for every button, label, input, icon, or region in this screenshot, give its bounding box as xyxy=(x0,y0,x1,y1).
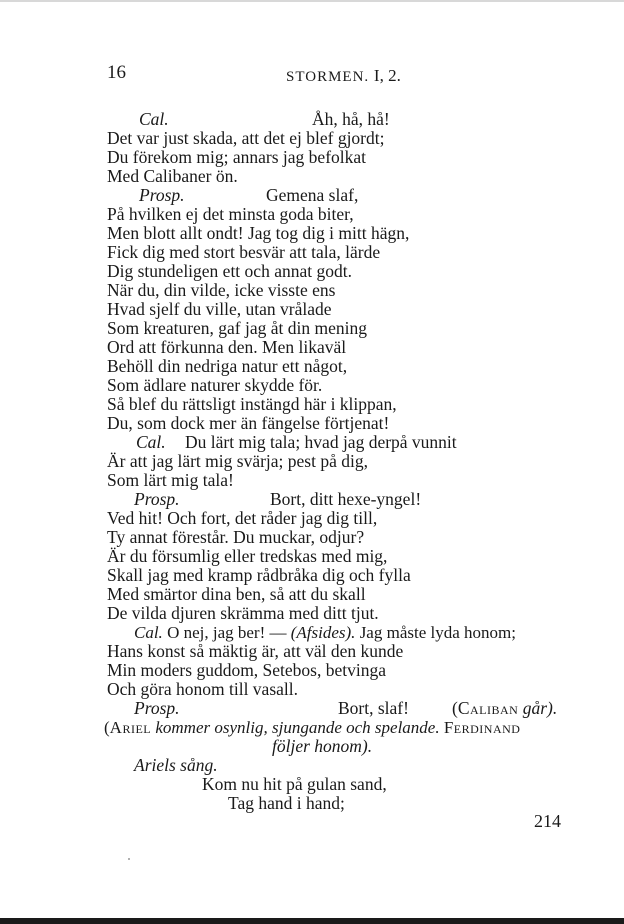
verse-line-cal-aside xyxy=(134,623,516,642)
verse-line: Gemena slaf, xyxy=(266,185,359,205)
stage-direction: (Afsides). xyxy=(290,623,356,642)
song-title: Ariels sång. xyxy=(134,755,218,775)
speaker-cal: Cal. xyxy=(134,623,163,642)
song-line: Tag hand i hand; xyxy=(228,793,345,813)
verse-line: Åh, hå, hå! xyxy=(312,109,390,129)
verse-line: Som ädlare naturer skydde för. xyxy=(107,375,323,395)
verse-line: Ord att förkunna den. Men likaväl xyxy=(107,337,347,357)
stage-direction xyxy=(452,699,557,718)
verse-line: Min moders guddom, Setebos, betvinga xyxy=(107,660,387,680)
stage-direction xyxy=(104,718,520,737)
verse-line: På hvilken ej det minsta goda biter, xyxy=(107,204,354,224)
verse-line: Som lärt mig tala! xyxy=(107,470,234,490)
print-speck xyxy=(128,858,130,860)
speaker-cal: Cal. xyxy=(136,432,166,452)
verse-fragment: Jag måste lyda honom; xyxy=(359,623,516,642)
verse-line: Du lärt mig tala; hvad jag derpå vunnit xyxy=(185,432,457,452)
running-title xyxy=(286,66,401,86)
verse-line: Bort, slaf! xyxy=(338,698,409,718)
top-edge-shadow xyxy=(0,0,624,2)
verse-line: Är att jag lärt mig svärja; pest på dig, xyxy=(107,451,368,471)
bottom-edge-shadow xyxy=(0,918,624,924)
speaker-cal: Cal. xyxy=(139,109,169,129)
verse-line: Skall jag med kramp rådbråka dig och fylla xyxy=(107,565,411,585)
stage-direction-cont: följer honom). xyxy=(272,736,373,756)
page-number: 16 xyxy=(107,62,126,83)
verse-line: Ty annat förestår. Du muckar, odjur? xyxy=(107,527,365,547)
verse-line: Med Calibaner ön. xyxy=(107,166,238,186)
verse-line: Hans konst så mäktig är, att väl den kunde xyxy=(107,641,404,661)
paren: ( xyxy=(452,698,458,718)
verse-line: Och göra honom till vasall. xyxy=(107,679,299,699)
verse-line: De vilda djuren skrämma med ditt tjut. xyxy=(107,603,379,623)
verse-line: Behöll din nedriga natur ett något, xyxy=(107,356,348,376)
speaker-prosp: Prosp. xyxy=(134,698,180,718)
speaker-prosp: Prosp. xyxy=(139,185,185,205)
song-line: Kom nu hit på gulan sand, xyxy=(202,774,387,794)
signature-number: 214 xyxy=(534,811,561,831)
verse-line: Bort, ditt hexe-yngel! xyxy=(270,489,422,509)
direction-text: kommer osynlig, sjungande och spelande. xyxy=(155,718,440,737)
speaker-prosp: Prosp. xyxy=(134,489,180,509)
verse-line: Så blef du rättsligt instängd här i klippan, xyxy=(107,394,397,414)
direction-text: går). xyxy=(522,698,558,718)
verse-line: Du förekom mig; annars jag befolkat xyxy=(107,147,367,167)
verse-line: Du, som dock mer än fängelse förtjenat! xyxy=(107,413,390,433)
verse-line: Men blott allt ondt! Jag tog dig i mitt hägn, xyxy=(107,223,410,243)
verse-line: Det var just skada, att det ej blef gjordt; xyxy=(107,128,385,148)
verse-line: Dig stundeligen ett och annat godt. xyxy=(107,261,352,281)
character-name: Caliban xyxy=(457,698,519,718)
verse-line: Är du försumlig eller tredskas med mig, xyxy=(107,546,388,566)
verse-line: Fick dig med stort besvär att tala, lärde xyxy=(107,242,381,262)
paren: ( xyxy=(104,718,110,737)
verse-line: Som kreaturen, gaf jag åt din mening xyxy=(107,318,367,338)
act-scene: I, 2. xyxy=(373,66,401,85)
verse-fragment: O nej, jag ber! — xyxy=(167,623,287,642)
verse-line: Ved hit! Och fort, det råder jag dig till, xyxy=(107,508,378,528)
verse-line: Med smärtor dina ben, så att du skall xyxy=(107,584,366,604)
character-name: Ferdinand xyxy=(443,718,521,737)
running-title-text: STORMEN. xyxy=(286,69,370,85)
verse-line: Hvad sjelf du ville, utan vrålade xyxy=(107,299,332,319)
verse-line: När du, din vilde, icke visste ens xyxy=(107,280,336,300)
character-name: Ariel xyxy=(109,718,152,737)
